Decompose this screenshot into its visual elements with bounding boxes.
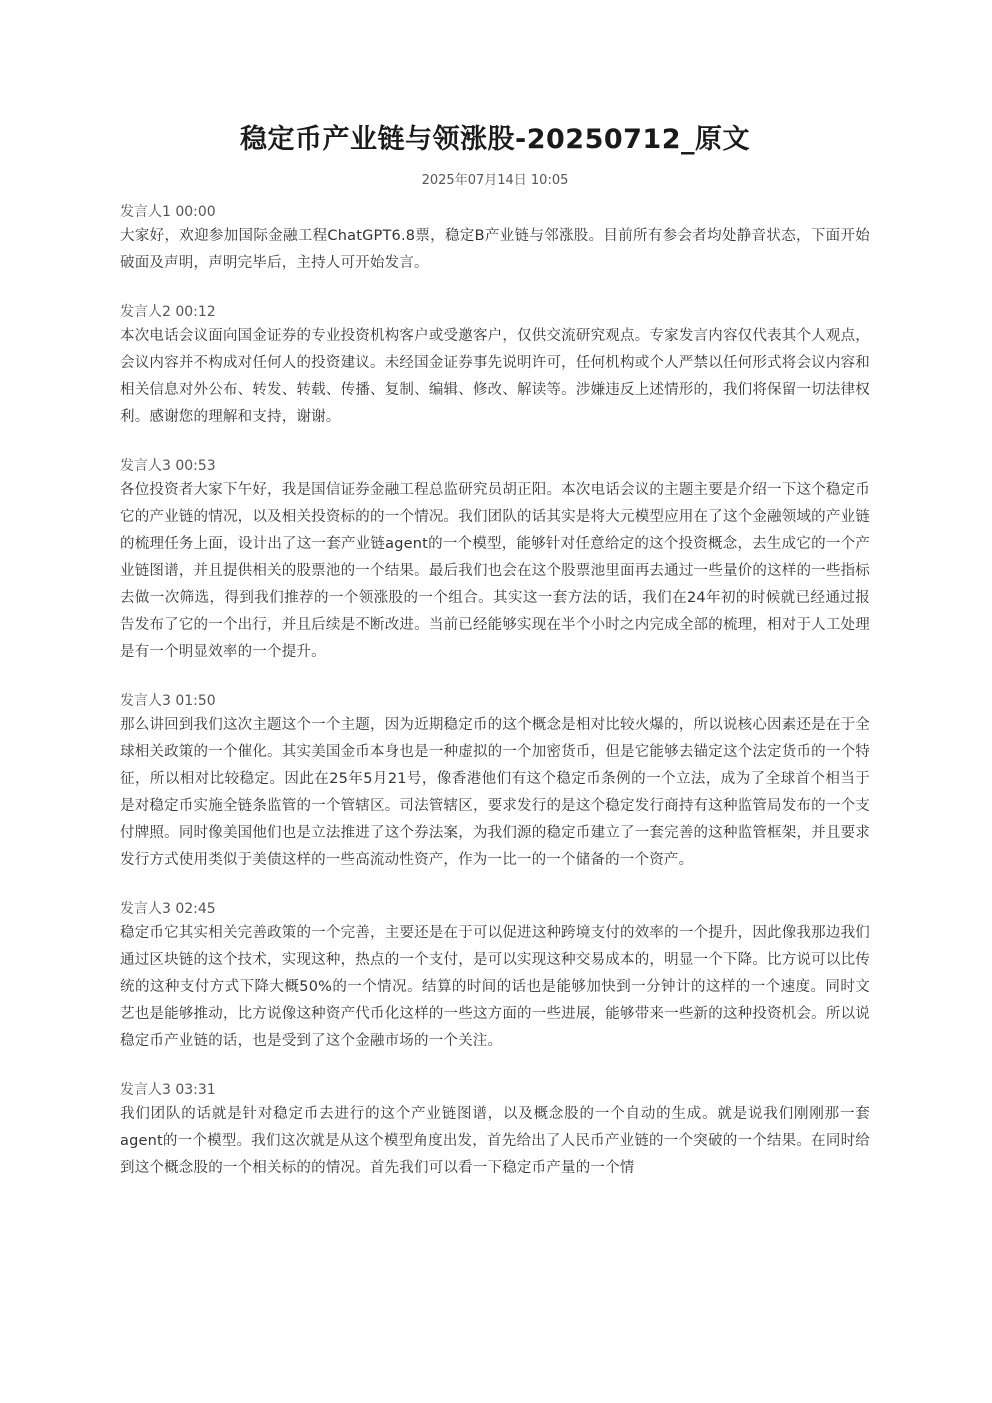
speaker-timestamp: 发言人3 00:53 (120, 458, 216, 474)
transcript-entry (120, 898, 870, 1055)
speaker-timestamp: 发言人1 00:00 (120, 204, 216, 220)
speech-text: 本次电话会议面向国金证券的专业投资机构客户或受邀客户，仅供交流研究观点。专家发言内容仅代表其个人观点，会议内容并不构成对任何人的投资建议。未经国金证券事先说明许可，任何机构或个人严禁以任何形式将会议内容和相关信息对外公布、转发、转载、传播、复制、编辑、修改、解读等。涉嫌违反上述情形的，我们将保留一切法律权利。感谢您的理解和支持，谢谢。 (120, 328, 870, 425)
transcript-entry (120, 455, 870, 666)
speech-text: 那么讲回到我们这次主题这个一个主题，因为近期稳定币的这个概念是相对比较火爆的，所以说核心因素还是在于全球相关政策的一个催化。其实美国金币本身也是一种虚拟的一个加密货币，但是它能够去锚定这个法定货币的一个特征，所以相对比较稳定。因此在25年5月21号，像香港他们有这个稳定币条例的一个立法，成为了全球首个相当于是对稳定币实施全链条监管的一个管辖区。司法管辖区，要求发行的是这个稳定发行商持有这种监管局发布的一个支付牌照。同时像美国他们也是立法推进了这个券法案，为我们源的稳定币建立了一套完善的这种监管框架，并且要求发行方式使用类似于美债这样的一些高流动性资产，作为一比一的一个储备的一个资产。 (120, 717, 870, 868)
transcript-entry (120, 690, 870, 874)
transcript-entry (120, 1079, 870, 1182)
speech-text: 我们团队的话就是针对稳定币去进行的这个产业链图谱，以及概念股的一个自动的生成。就是说我们刚刚那一套agent的一个模型。我们这次就是从这个模型角度出发，首先给出了人民币产业链的一个突破的一个结果。在同时给到这个概念股的一个相关标的的情况。首先我们可以看一下稳定币产量的一个情 (120, 1106, 870, 1176)
speech-text: 大家好，欢迎参加国际金融工程ChatGPT6.8票，稳定B产业链与邻涨股。目前所有参会者均处静音状态，下面开始破面及声明，声明完毕后，主持人可开始发言。 (120, 228, 870, 271)
document-date: 2025年07月14日 10:05 (421, 173, 569, 188)
document-title: 稳定币产业链与领涨股-20250712_原文 (240, 124, 750, 155)
speech-text: 稳定币它其实相关完善政策的一个完善，主要还是在于可以促进这种跨境支付的效率的一个提升，因此像我那边我们通过区块链的这个技术，实现这种，热点的一个支付，是可以实现这种交易成本的，明显一个下降。比方说可以比传统的这种支付方式下降大概50%的一个情况。结算的时间的话也是能够加快到一分钟计的这样的一个速度。同时文艺也是能够推动，比方说像这种资产代币化这样的一些这方面的一些进展，能够带来一些新的这种投资机会。所以说稳定币产业链的话，也是受到了这个金融市场的一个关注。 (120, 925, 870, 1049)
speech-text: 各位投资者大家下午好，我是国信证券金融工程总监研究员胡正阳。本次电话会议的主题主要是介绍一下这个稳定币它的产业链的情况，以及相关投资标的的一个情况。我们团队的话其实是将大元模型应用在了这个金融领域的产业链的梳理任务上面，设计出了这一套产业链agent的一个模型，能够针对任意给定的这个投资概念，去生成它的一个产业链图谱，并且提供相关的股票池的一个结果。最后我们也会在这个股票池里面再去通过一些量价的这样的一些指标去做一次筛选，得到我们推荐的一个领涨股的一个组合。其实这一套方法的话，我们在24年初的时候就已经通过报告发布了它的一个出行，并且后续是不断改进。当前已经能够实现在半个小时之内完成全部的梳理，相对于人工处理是有一个明显效率的一个提升。 (120, 482, 870, 660)
speaker-timestamp: 发言人3 02:45 (120, 901, 216, 917)
transcript-entry (120, 301, 870, 431)
transcript (120, 201, 870, 1182)
speaker-timestamp: 发言人3 01:50 (120, 693, 216, 709)
speaker-timestamp: 发言人3 03:31 (120, 1082, 216, 1098)
transcript-entry (120, 201, 870, 277)
speaker-timestamp: 发言人2 00:12 (120, 304, 216, 320)
